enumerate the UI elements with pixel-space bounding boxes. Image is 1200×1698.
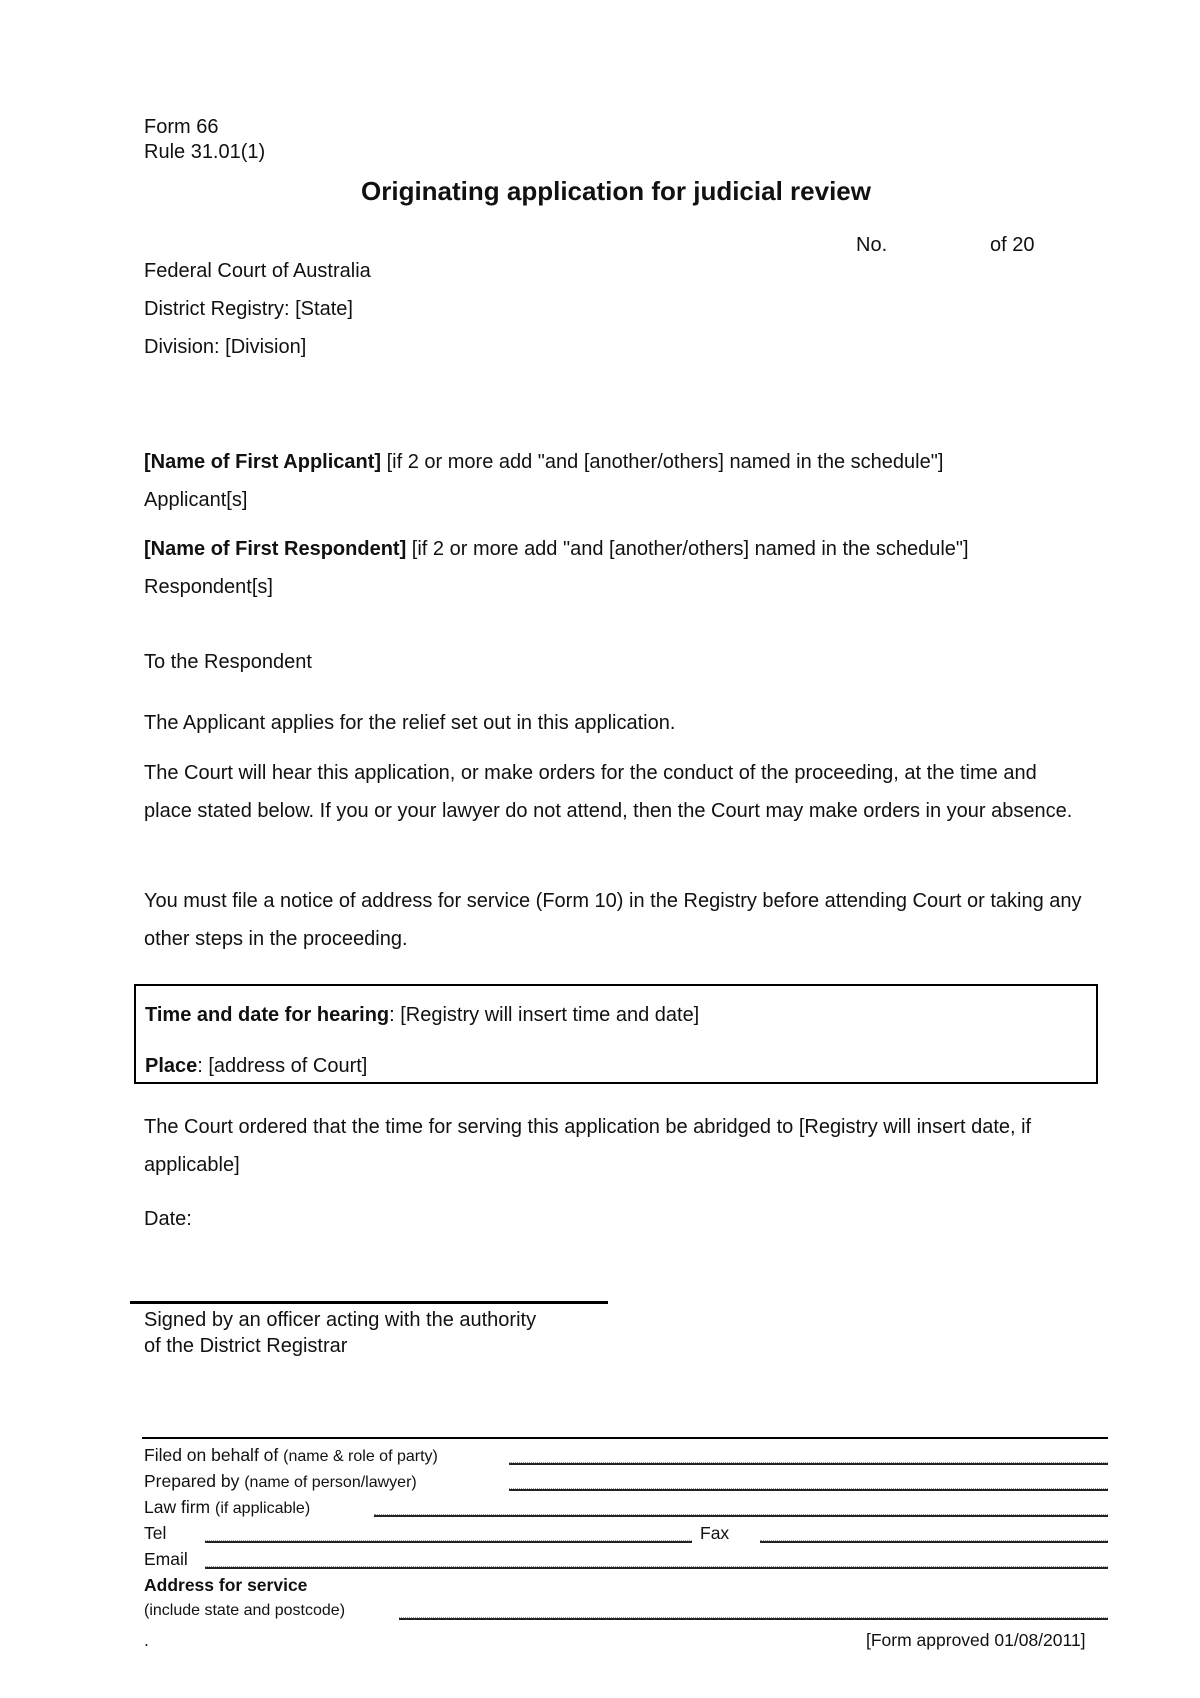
hearing-paragraph: The Court will hear this application, or make orders for the conduct of the proceeding, at the time and place stated below. If you or your lawyer do not attend, then the Court may make orders in your absence. — [144, 762, 1073, 822]
tel-field[interactable] — [205, 1540, 692, 1543]
court-name: Federal Court of Australia — [144, 260, 371, 282]
footer-rule — [142, 1437, 1108, 1439]
respondent-name: [Name of First Respondent] — [144, 538, 407, 560]
abridged-paragraph: The Court ordered that the time for serving this application be abridged to [Registry will insert date, if applicable] — [144, 1116, 1032, 1176]
district-registry: District Registry: [State] — [144, 298, 353, 320]
prepared-by-label: Prepared by — [144, 1471, 240, 1491]
filed-on-behalf-hint: (name & role of party) — [283, 1448, 438, 1465]
prepared-by-row — [144, 1469, 417, 1495]
signature-line-2: of the District Registrar — [144, 1335, 348, 1357]
applicant-note: [if 2 or more add "and [another/others] named in the schedule"] — [381, 451, 944, 473]
applicant-name: [Name of First Applicant] — [144, 451, 382, 473]
email-field[interactable] — [205, 1566, 1108, 1569]
case-number-label: No. — [856, 234, 888, 256]
rule-reference: Rule 31.01(1) — [144, 141, 266, 163]
filed-on-behalf-label: Filed on behalf of — [144, 1445, 279, 1465]
respondent-role: Respondent[s] — [144, 576, 273, 598]
tel-label: Tel — [144, 1523, 167, 1543]
signature-line — [130, 1301, 608, 1304]
address-for-service-label: Address for service — [144, 1575, 308, 1595]
email-label: Email — [144, 1549, 188, 1569]
form-number: Form 66 — [144, 116, 219, 138]
salutation: To the Respondent — [144, 651, 312, 673]
case-year-label: of 20 — [990, 234, 1035, 256]
filed-on-behalf-row — [144, 1443, 438, 1469]
prepared-by-hint: (name of person/lawyer) — [244, 1474, 417, 1491]
applicant-line — [144, 449, 943, 475]
filed-on-behalf-field[interactable] — [509, 1462, 1108, 1465]
document-title: Originating application for judicial review — [361, 176, 871, 206]
hearing-place — [145, 1053, 367, 1079]
hearing-time-label: Time and date for hearing — [145, 1004, 390, 1026]
hearing-place-value: : [address of Court] — [197, 1055, 368, 1077]
relief-paragraph: The Applicant applies for the relief set out in this application. — [144, 712, 676, 734]
footer-dot: . — [144, 1630, 149, 1650]
applicant-role: Applicant[s] — [144, 489, 248, 511]
hearing-time-value: : [Registry will insert time and date] — [389, 1004, 700, 1026]
prepared-by-field[interactable] — [509, 1488, 1108, 1491]
law-firm-hint: (if applicable) — [215, 1500, 311, 1517]
date-label: Date: — [144, 1208, 192, 1230]
address-for-service-field[interactable] — [399, 1617, 1108, 1620]
law-firm-label: Law firm — [144, 1497, 211, 1517]
hearing-place-label: Place — [145, 1055, 198, 1077]
law-firm-field[interactable] — [374, 1514, 1108, 1517]
fax-label: Fax — [700, 1523, 730, 1543]
law-firm-row — [144, 1495, 310, 1521]
hearing-time — [145, 1002, 699, 1028]
division: Division: [Division] — [144, 336, 307, 358]
respondent-note: [if 2 or more add "and [another/others] named in the schedule"] — [406, 538, 969, 560]
address-for-service-hint: (include state and postcode) — [144, 1602, 346, 1619]
service-paragraph: You must file a notice of address for service (Form 10) in the Registry before attending Court or taking any other steps in the proceeding. — [144, 890, 1082, 950]
signature-line-1: Signed by an officer acting with the authority — [144, 1309, 537, 1331]
respondent-line — [144, 536, 969, 562]
fax-field[interactable] — [760, 1540, 1108, 1543]
form-approved: [Form approved 01/08/2011] — [866, 1630, 1086, 1650]
